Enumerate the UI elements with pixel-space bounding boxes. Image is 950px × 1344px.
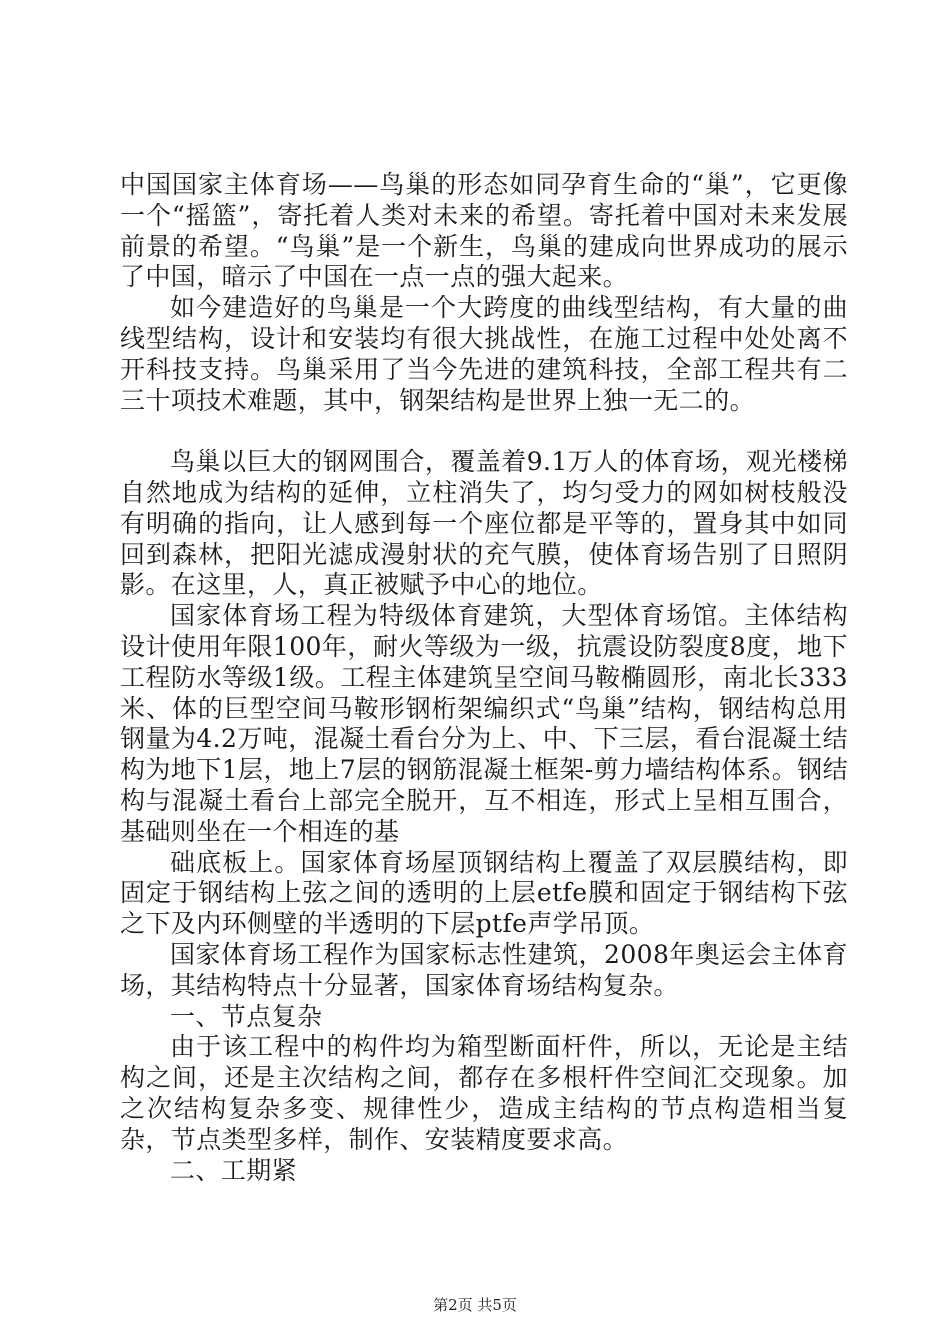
- paragraph-curved-structure: 如今建造好的鸟巢是一个大跨度的曲线型结构，有大量的曲线型结构，设计和安装均有很大挑战性，在施工过程中处处离不开科技支持。鸟巢采用了当今先进的建筑科技，全部工程共有二三十项技术难题，其中，钢架结构是世界上独一无二的。: [120, 293, 848, 415]
- paragraph-bird-nest-intro: 中国国家主体育场——鸟巢的形态如同孕育生命的“巢”，它更像一个“摇篮”，寄托着人类对未来的希望。寄托着中国对未来发展前景的希望。“鸟巢”是一个新生，鸟巢的建成向世界成功的展示了中国，暗示了中国在一点一点的强大起来。: [120, 170, 848, 292]
- page-footer: 第2页 共5页: [433, 1296, 517, 1314]
- heading-tight-schedule: 二、工期紧: [170, 1155, 298, 1185]
- paragraph-landmark-building: 国家体育场工程作为国家标志性建筑，2008年奥运会主体育场，其结构特点十分显著，国家体育场结构复杂。: [120, 939, 848, 1000]
- paragraph-roof-membrane: 础底板上。国家体育场屋顶钢结构上覆盖了双层膜结构，即固定于钢结构上弦之间的透明的上层etfe膜和固定于钢结构下弦之下及内环侧壁的半透明的下层ptfe声学吊顶。: [120, 847, 848, 939]
- heading-complex-nodes: 一、节点复杂: [170, 1001, 323, 1031]
- paragraph-steel-mesh: 鸟巢以巨大的钢网围合，覆盖着9.1万人的体育场，观光楼梯自然地成为结构的延伸，立柱消失了，均匀受力的网如树枝般没有明确的指向，让人感到每一个座位都是平等的，置身其中如同回到森林，把阳光滤成漫射状的充气膜，使体育场告别了日照阴影。在这里，人，真正被赋予中心的地位。: [120, 447, 848, 600]
- paragraph-engineering-specs: 国家体育场工程为特级体育建筑，大型体育场馆。主体结构设计使用年限100年，耐火等级为一级，抗震设防裂度8度，地下工程防水等级1级。工程主体建筑呈空间马鞍椭圆形，南北长333米、体的巨型空间马鞍形钢桁架编织式“鸟巢”结构，钢结构总用钢量为4.2万吨，混凝土看台分为上、中、下三层，看台混凝土结构为地下1层，地上7层的钢筋混凝土框架-剪力墙结构体系。钢结构与混凝土看台上部完全脱开，互不相连，形式上呈相互围合，基础则坐在一个相连的基: [120, 601, 848, 846]
- paragraph-gap: [120, 416, 848, 447]
- document-body: [120, 170, 848, 1186]
- paragraph-box-section-members: 由于该工程中的构件均为箱型断面杆件，所以，无论是主结构之间，还是主次结构之间，都存在多根杆件空间汇交现象。加之次结构复杂多变、规律性少，造成主结构的节点构造相当复杂，节点类型多样，制作、安装精度要求高。: [120, 1032, 848, 1154]
